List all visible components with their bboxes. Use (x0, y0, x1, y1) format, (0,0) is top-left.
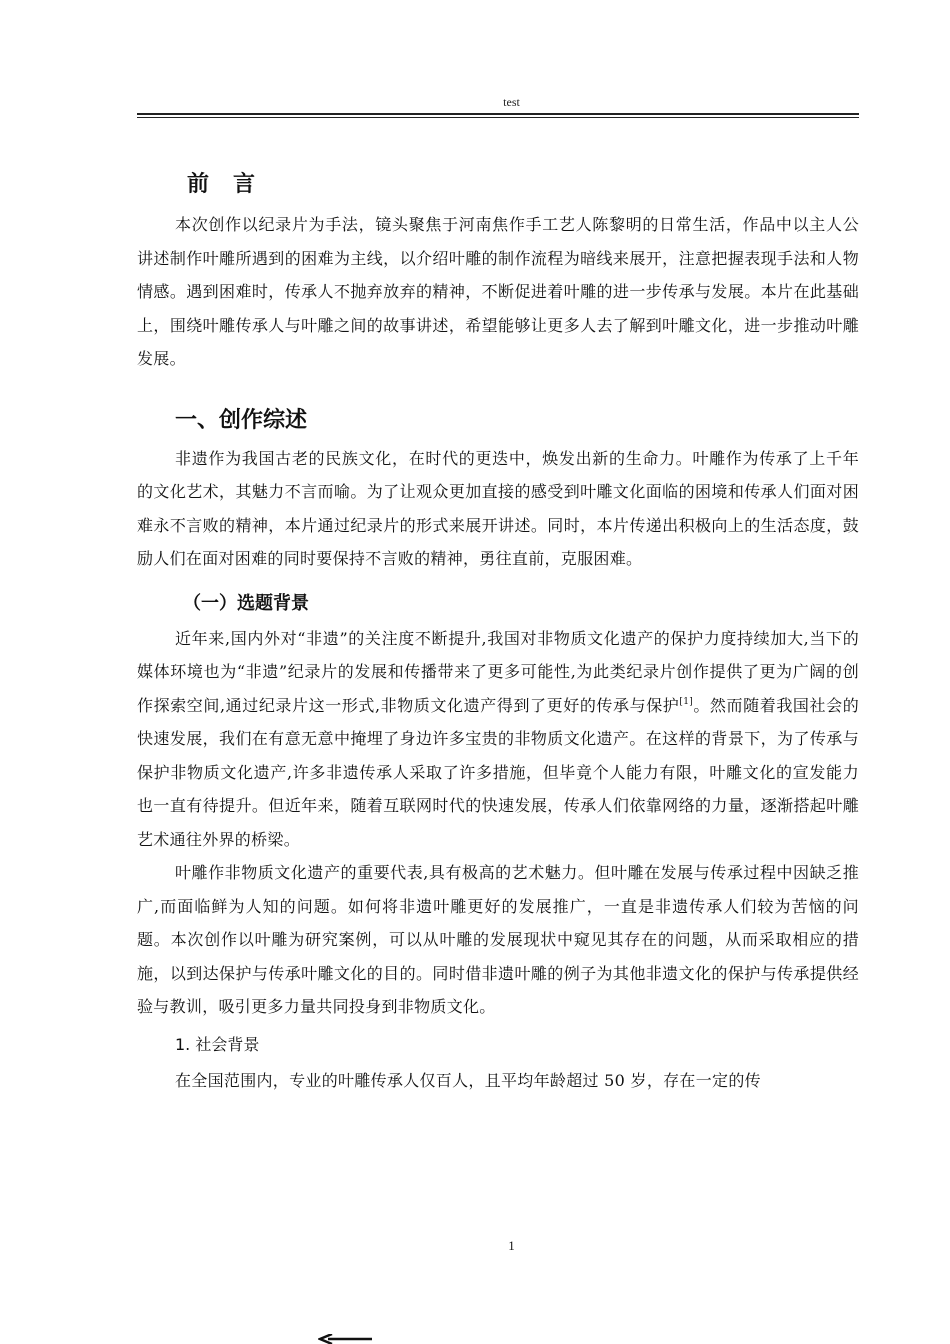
page-header: test (503, 95, 520, 109)
page-number: 1 (508, 1238, 515, 1253)
background-paragraph-1a: 近年来,国内外对“非遗”的关注度不断提升,我国对非物质文化遗产的保护力度持续加大,当下的媒体环境也为“非遗”纪录片的发展和传播带来了更多可能性,为此类纪录片创作提供了更为广阔的创作探索空间,通过纪录片这一形式,非物质文化遗产得到了更好的传承与保护 (137, 628, 859, 715)
citation-ref[interactable]: [1] (679, 696, 694, 707)
overview-heading: 一、创作综述 (175, 407, 308, 433)
header-rule-thin (137, 117, 859, 118)
document-body (137, 168, 859, 1097)
background-paragraph-2: 叶雕作非物质文化遗产的重要代表,具有极高的艺术魅力。但叶雕在发展与传承过程中因缺乏推广,而面临鲜为人知的问题。如何将非遗叶雕更好的发展推广，一直是非遗传承人们较为苦恼的问题。本次创作以叶雕为研究案例，可以从叶雕的发展现状中窥见其存在的问题，从而采取相应的措施，以到达保护与传承叶雕文化的目的。同时借非遗叶雕的例子为其他非遗文化的保护与传承提供经验与教训，吸引更多力量共同投身到非物质文化。 (137, 863, 859, 1016)
social-background-paragraph: 在全国范围内，专业的叶雕传承人仅百人，且平均年龄超过 50 岁，存在一定的传 (175, 1070, 761, 1090)
header-rule-thick (137, 113, 859, 115)
preface-heading: 前言 (187, 172, 280, 197)
overview-paragraph: 非遗作为我国古老的民族文化，在时代的更迭中，焕发出新的生命力。叶雕作为传承了上千年的文化艺术，其魅力不言而喻。为了让观众更加直接的感受到叶雕文化面临的困境和传承人们面对困难永不言败的精神，本片通过纪录片的形式来展开讲述。同时，本片传递出积极向上的生活态度，鼓励人们在面对困难的同时要保持不言败的精神，勇往直前，克服困难。 (137, 448, 859, 568)
social-background-heading: 1. 社会背景 (175, 1034, 260, 1054)
background-heading: （一）选题背景 (183, 592, 309, 614)
background-paragraph-1 (137, 622, 859, 857)
background-paragraph-1b: 。然而随着我国社会的快速发展，我们在有意无意中掩埋了身边许多宝贵的非物质文化遗产。在这样的背景下，为了传承与保护非物质文化遗产,许多非遗传承人采取了许多措施，但毕竟个人能力有限，叶雕文化的宣发能力也一直有待提升。但近年来，随着互联网时代的快速发展，传承人们依靠网络的力量，逐渐搭起叶雕艺术通往外界的桥梁。 (137, 695, 859, 849)
preface-paragraph: 本次创作以纪录片为手法，镜头聚焦于河南焦作手工艺人陈黎明的日常生活，作品中以主人公讲述制作叶雕所遇到的困难为主线，以介绍叶雕的制作流程为暗线来展开，注意把握表现手法和人物情感。遇到困难时，传承人不抛弃放弃的精神，不断促进着叶雕的进一步传承与发展。本片在此基础上，围绕叶雕传承人与叶雕之间的故事讲述，希望能够让更多人去了解到叶雕文化，进一步推动叶雕发展。 (137, 215, 859, 368)
back-arrow-icon[interactable] (318, 1334, 372, 1344)
